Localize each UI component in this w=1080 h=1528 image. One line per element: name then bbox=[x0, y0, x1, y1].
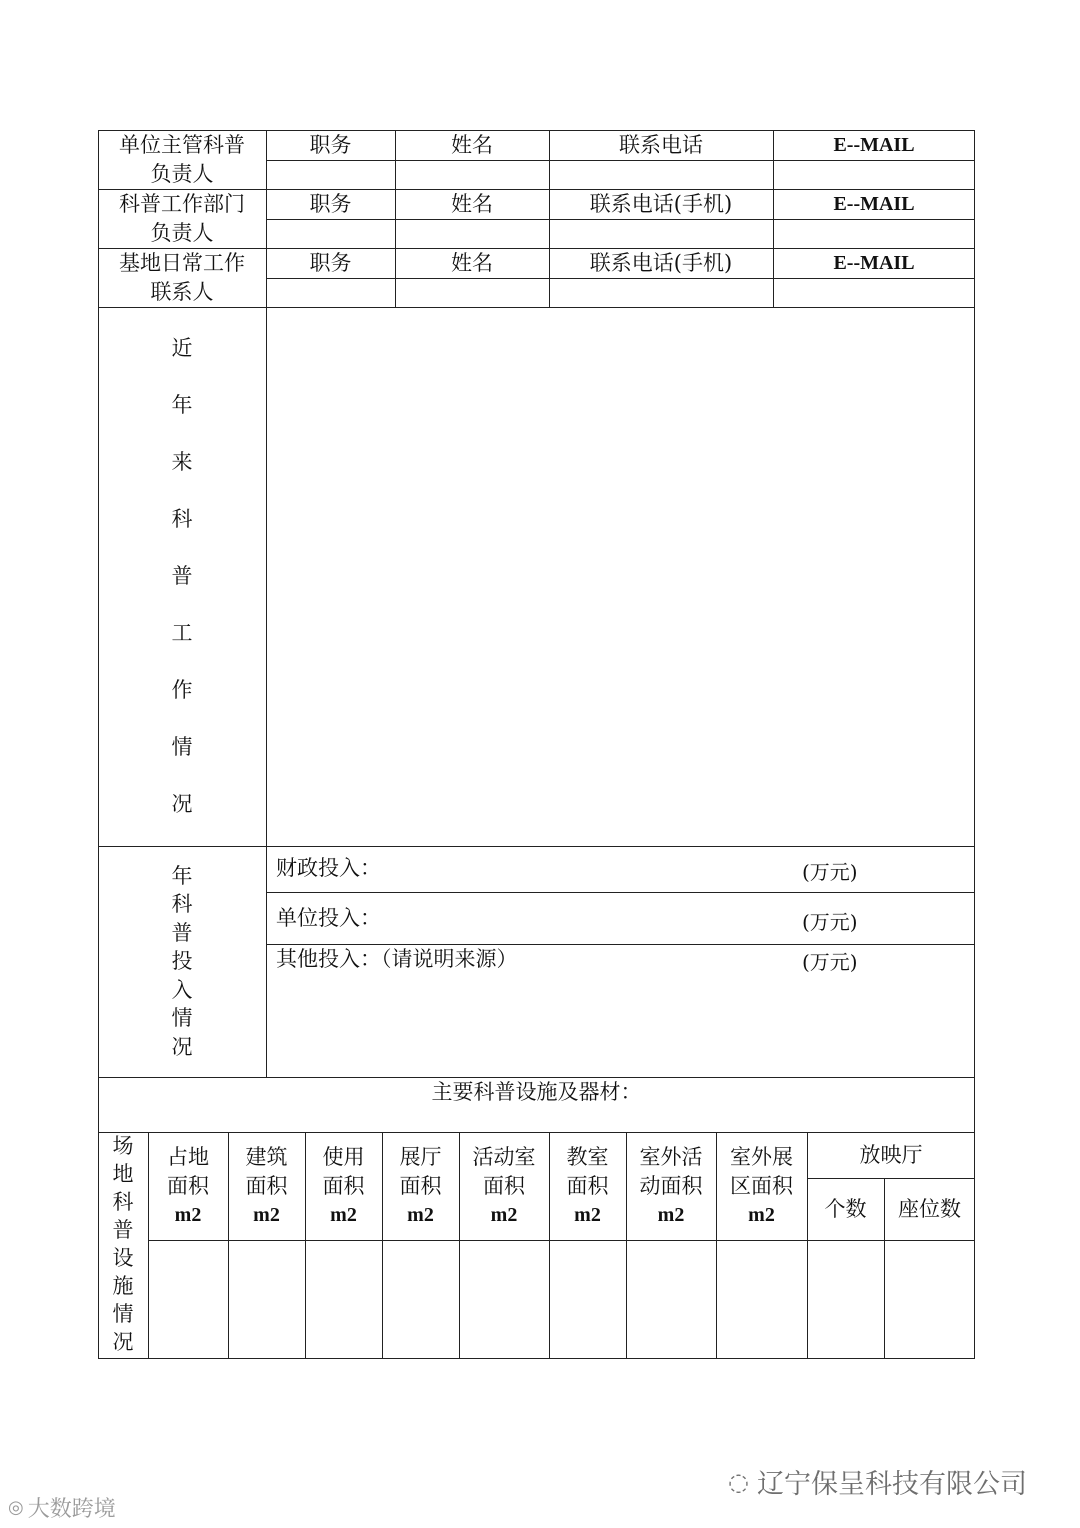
input-exhibit-hall-area[interactable] bbox=[382, 1240, 459, 1359]
input-activity-room-area[interactable] bbox=[459, 1240, 549, 1359]
col-screening-seats: 座位数 bbox=[898, 1196, 961, 1221]
fiscal-investment-label: 财政投入： bbox=[276, 855, 381, 880]
col-outdoor-exhibit-area: 室外展 区面积 m2 bbox=[730, 1144, 793, 1226]
facilities-side-label: 场 地 科 普 设 施 情 况 bbox=[112, 1134, 134, 1354]
header-email: E--MAIL bbox=[833, 133, 915, 156]
input-position-1[interactable] bbox=[266, 160, 395, 189]
header-position: 职务 bbox=[309, 132, 352, 157]
header-position: 职务 bbox=[309, 191, 352, 216]
unit-investment-label: 单位投入： bbox=[276, 905, 381, 930]
contact-role-3: 基地日常工作 联系人 bbox=[119, 250, 245, 304]
header-phone: 联系电话 bbox=[619, 132, 703, 157]
input-position-3[interactable] bbox=[266, 278, 395, 307]
input-classroom-area[interactable] bbox=[549, 1240, 626, 1359]
input-outdoor-exhibit-area[interactable] bbox=[716, 1240, 807, 1359]
col-building-area: 建筑 面积 m2 bbox=[245, 1144, 288, 1226]
investment-label: 年 科 普 投 入 情 况 bbox=[171, 863, 193, 1059]
header-email: E--MAIL bbox=[833, 192, 915, 215]
header-email: E--MAIL bbox=[833, 251, 915, 274]
fiscal-investment-input[interactable] bbox=[420, 852, 790, 884]
fiscal-investment-unit: (万元) bbox=[802, 860, 858, 884]
contact-role-1: 单位主管科普 负责人 bbox=[119, 132, 245, 186]
work-content-area[interactable] bbox=[266, 307, 975, 846]
header-position: 职务 bbox=[309, 250, 352, 275]
col-screening-count: 个数 bbox=[824, 1196, 867, 1221]
input-screening-count[interactable] bbox=[807, 1240, 884, 1359]
facilities-title: 主要科普设施及器材： bbox=[431, 1079, 642, 1104]
contact-role-2: 科普工作部门 负责人 bbox=[119, 191, 245, 245]
watermark-right: ◌ 辽宁保呈科技有限公司 bbox=[728, 1467, 1027, 1500]
input-name-2[interactable] bbox=[395, 219, 549, 248]
input-email-2[interactable] bbox=[773, 219, 975, 248]
unit-investment-input[interactable] bbox=[420, 902, 790, 934]
input-phone-1[interactable] bbox=[549, 160, 773, 189]
col-screening-hall: 放映厅 bbox=[859, 1142, 923, 1167]
header-name: 姓名 bbox=[451, 191, 493, 216]
col-usable-area: 使用 面积 m2 bbox=[322, 1144, 365, 1226]
input-name-1[interactable] bbox=[395, 160, 549, 189]
header-name: 姓名 bbox=[451, 250, 493, 275]
weibo-icon: ◎ bbox=[8, 1497, 24, 1518]
col-outdoor-activity-area: 室外活 动面积 m2 bbox=[639, 1144, 703, 1226]
header-name: 姓名 bbox=[451, 132, 493, 157]
input-outdoor-activity-area[interactable] bbox=[626, 1240, 716, 1359]
input-usable-area[interactable] bbox=[305, 1240, 382, 1359]
header-mobile: 联系电话(手机) bbox=[589, 191, 733, 216]
input-land-area[interactable] bbox=[148, 1240, 228, 1359]
col-land-area: 占地 面积 m2 bbox=[167, 1144, 209, 1226]
work-label bbox=[98, 307, 266, 846]
input-email-1[interactable] bbox=[773, 160, 975, 189]
input-screening-seats[interactable] bbox=[884, 1240, 975, 1359]
col-activity-room-area: 活动室 面积 m2 bbox=[472, 1144, 536, 1226]
col-classroom-area: 教室 面积 m2 bbox=[566, 1144, 609, 1226]
work-label-chars: 近 年 来 科 普 工 作 情 况 bbox=[171, 336, 193, 816]
input-phone-2[interactable] bbox=[549, 219, 773, 248]
other-investment-label: 其他投入：（请说明来源） bbox=[276, 946, 518, 971]
other-investment-input[interactable] bbox=[266, 980, 975, 1077]
input-phone-3[interactable] bbox=[549, 278, 773, 307]
watermark-left: ◎ 大数跨境 bbox=[8, 1497, 116, 1522]
header-mobile: 联系电话(手机) bbox=[589, 250, 733, 275]
input-position-2[interactable] bbox=[266, 219, 395, 248]
wechat-icon: ◌ bbox=[728, 1467, 749, 1496]
input-email-3[interactable] bbox=[773, 278, 975, 307]
col-exhibit-hall-area: 展厅 面积 m2 bbox=[399, 1144, 442, 1226]
unit-investment-unit: (万元) bbox=[802, 910, 858, 934]
input-name-3[interactable] bbox=[395, 278, 549, 307]
input-building-area[interactable] bbox=[228, 1240, 305, 1359]
other-investment-unit: (万元) bbox=[802, 950, 858, 974]
